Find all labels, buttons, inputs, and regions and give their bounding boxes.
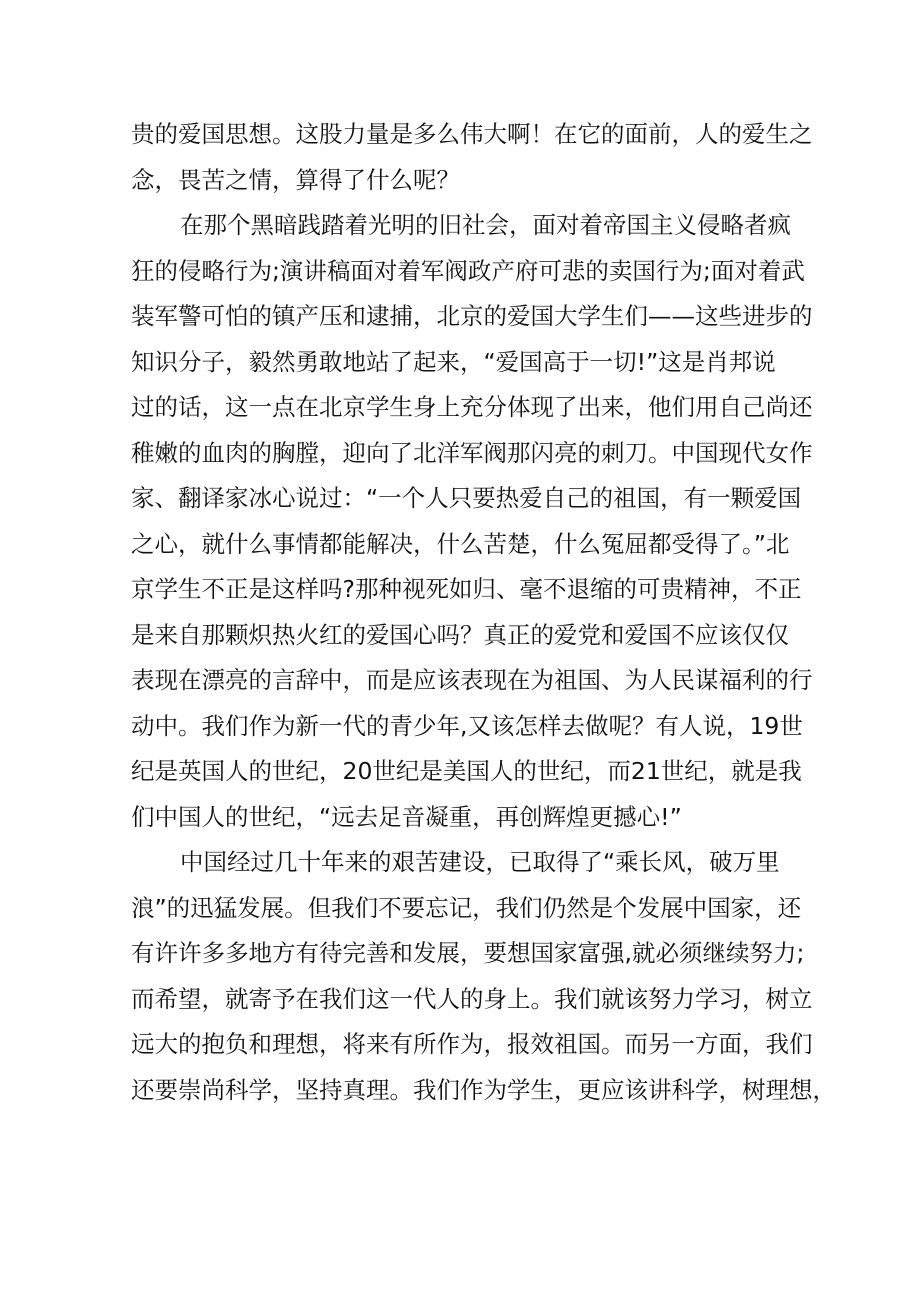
text-line: 远大的抱负和理想，将来有所作为，报效祖国。而另一方面，我们 [131, 1030, 813, 1058]
text-line: 浪”的迅猛发展。但我们不要忘记，我们仍然是个发展中国家，还 [131, 893, 802, 922]
text-line: 而希望，就寄予在我们这一代人的身上。我们就该努力学习，树立 [131, 984, 813, 1013]
text-line: 之心，就什么事情都能解决，什么苦楚，什么冤屈都受得了。”北 [131, 529, 790, 558]
text-line: 纪是英国人的世纪，20世纪是美国人的世纪，而21世纪，就是我 [131, 757, 802, 785]
text-line: 念，畏苦之情，算得了什么呢？ [131, 165, 460, 194]
text-line: 京学生不正是这样吗?那种视死如归、毫不退缩的可贵精神，不正 [131, 575, 802, 603]
text-line: 贵的爱国思想。这股力量是多么伟大啊！在它的面前，人的爱生之 [131, 120, 813, 148]
text-line: 表现在漂亮的言辞中，而是应该表现在为祖国、为人民谋福利的行 [131, 666, 813, 694]
body-text [131, 112, 836, 1113]
text-line: 是来自那颗炽热火红的爱国心吗？真正的爱党和爱国不应该仅仅 [131, 620, 789, 649]
text-line: 中国经过几十年来的艰苦建设，已取得了“乘长风，破万里 [180, 848, 780, 876]
text-line: 稚嫩的血肉的胸膛，迎向了北洋军阀那闪亮的刺刀。中国现代女作 [131, 438, 813, 467]
text-line: 还要崇尚科学，坚持真理。我们作为学生，更应该讲科学，树理想， [131, 1075, 836, 1104]
text-line: 知识分子，毅然勇敢地站了起来，“爱国高于一切!”这是肖邦说 [131, 347, 776, 376]
text-line: 家、翻译家冰心说过：“一个人只要热爱自己的祖国，有一颗爱国 [131, 484, 802, 512]
text-line: 在那个黑暗践踏着光明的旧社会，面对着帝国主义侵略者疯 [180, 211, 791, 239]
text-line: 有许许多多地方有待完善和发展，要想国家富强,就必须继续努力; [131, 939, 805, 967]
text-line: 狂的侵略行为;演讲稿面对着军阀政产府可悲的卖国行为;面对着武 [131, 256, 805, 285]
text-line: 过的话，这一点在北京学生身上充分体现了出来，他们用自己尚还 [131, 393, 813, 421]
text-line: 装军警可怕的镇产压和逮捕，北京的爱国大学生们——这些进步的 [131, 302, 813, 330]
text-line: 动中。我们作为新一代的青少年,又该怎样去做呢？有人说，19世 [131, 711, 803, 740]
text-line: 们中国人的世纪，“远去足音凝重，再创辉煌更撼心!” [131, 802, 682, 831]
